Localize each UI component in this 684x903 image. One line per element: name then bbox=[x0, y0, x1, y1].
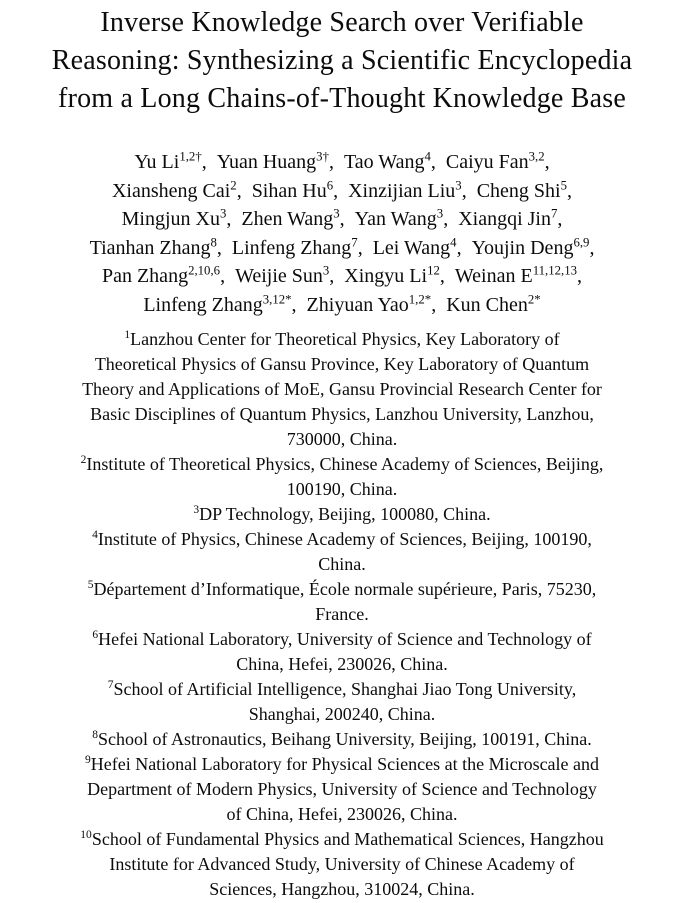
author-name: Linfeng Zhang$^7$, bbox=[231, 234, 363, 259]
author-name: Lei Wang$^4$, bbox=[372, 234, 462, 259]
affiliation-superscript: 10 bbox=[80, 829, 92, 841]
author-superscript: 12 bbox=[427, 263, 440, 278]
affiliation-item: $^9$Hefei National Laboratory for Physical Sciences at the Microscale and Department of Modern Physics, University of Science and Technology of China, Hefei, 230026, China. bbox=[84, 754, 600, 824]
author-name: Weinan E$^{11,12,13}$, bbox=[454, 263, 583, 287]
author-superscript: 3 bbox=[436, 206, 444, 221]
author-name: Pan Zhang$^{2,10,6}$, bbox=[101, 263, 226, 287]
author-superscript: 4 bbox=[424, 149, 431, 164]
author-superscript: 1,2† bbox=[179, 149, 202, 164]
author-name: Yan Wang$^3$, bbox=[354, 206, 449, 230]
author-name: Zhiyuan Yao$^{1,2*}$, bbox=[306, 291, 437, 316]
author-superscript: 2 bbox=[230, 177, 237, 192]
affiliation-item: $^2$Institute of Theoretical Physics, Chinese Academy of Sciences, Beijing, 100190, China. bbox=[80, 454, 604, 499]
affiliation-item: $^5$Département d’Informatique, École normale supérieure, Paris, 75230, France. bbox=[87, 579, 597, 624]
affiliation-superscript: 4 bbox=[92, 529, 98, 541]
author-name: Xingyu Li$^{12}$, bbox=[344, 263, 445, 287]
author-superscript: 8 bbox=[210, 234, 217, 249]
affiliation-item: $^6$Hefei National Laboratory, University of Science and Technology of China, Hefei, 230026, China. bbox=[92, 629, 592, 674]
author-name: Cheng Shi$^5$, bbox=[476, 177, 573, 202]
author-name: Weijie Sun$^3$, bbox=[235, 263, 335, 287]
authors-line bbox=[0, 262, 684, 291]
author-superscript: 3 bbox=[322, 263, 330, 278]
author-superscript: 3 bbox=[219, 206, 227, 221]
affiliation-superscript: 9 bbox=[84, 754, 91, 766]
author-name: Xinzijian Liu$^3$, bbox=[348, 177, 467, 202]
author-name: Tao Wang$^4$, bbox=[343, 149, 436, 173]
authors-line bbox=[0, 234, 684, 263]
affiliation-superscript: 1 bbox=[124, 329, 131, 341]
author-superscript: 1,2* bbox=[408, 291, 432, 306]
authors-line bbox=[0, 291, 684, 320]
author-superscript: 4 bbox=[450, 234, 457, 249]
affiliations-block bbox=[0, 327, 684, 902]
author-superscript: 2* bbox=[527, 291, 541, 306]
author-superscript: 3 bbox=[455, 177, 462, 192]
author-superscript: 5 bbox=[560, 177, 568, 192]
author-superscript: 11,12,13 bbox=[532, 263, 578, 278]
author-name: Xiangqi Jin$^7$, bbox=[458, 206, 563, 230]
author-name: Sihan Hu$^6$, bbox=[251, 177, 339, 202]
affiliation-item: $^3$DP Technology, Beijing, 100080, China. bbox=[193, 504, 491, 524]
author-superscript: 3,2 bbox=[528, 149, 545, 164]
affiliation-superscript: 3 bbox=[193, 504, 200, 516]
affiliation-superscript: 2 bbox=[80, 454, 87, 466]
author-name: Linfeng Zhang$^{3,12*}$, bbox=[143, 291, 297, 316]
affiliation-item: $^8$School of Astronautics, Beihang University, Beijing, 100191, China. bbox=[92, 729, 592, 749]
author-name: Youjin Deng$^{6,9}$, bbox=[471, 234, 595, 259]
authors-line bbox=[0, 148, 684, 177]
affiliation-superscript: 7 bbox=[107, 679, 114, 691]
authors-line bbox=[0, 205, 684, 234]
author-name: Caiyu Fan$^{3,2}$, bbox=[445, 149, 550, 173]
author-superscript: 7 bbox=[351, 234, 358, 249]
author-name: Kun Chen$^{2*}$ bbox=[446, 291, 541, 316]
author-superscript: 2,10,6 bbox=[188, 263, 221, 278]
author-superscript: 3 bbox=[333, 206, 340, 221]
author-name: Mingjun Xu$^3$, bbox=[121, 206, 232, 230]
title-line: Inverse Knowledge Search over Verifiable bbox=[100, 7, 584, 38]
affiliation-item: $^7$School of Artificial Intelligence, Shanghai Jiao Tong University, Shanghai, 200240, China. bbox=[107, 679, 577, 724]
author-name: Yuan Huang$^{3\dagger}$, bbox=[216, 149, 334, 173]
title-line: from a Long Chains-of-Thought Knowledge Base bbox=[58, 83, 626, 114]
author-superscript: 6,9 bbox=[573, 234, 590, 249]
author-name: Xiansheng Cai$^2$, bbox=[111, 177, 242, 202]
author-superscript: 7 bbox=[550, 206, 558, 221]
affiliation-superscript: 6 bbox=[92, 629, 99, 641]
affiliation-item: $^{10}$School of Fundamental Physics and Mathematical Sciences, Hangzhou Institute for Advanced Study, University of Chinese Academy of Sciences, Hangzhou, 310024, China. bbox=[80, 829, 604, 899]
author-superscript: 6 bbox=[326, 177, 334, 192]
affiliation-item: $^4$Institute of Physics, Chinese Academy of Sciences, Beijing, 100190, China. bbox=[92, 529, 592, 574]
authors-line bbox=[0, 177, 684, 206]
author-name: Yu $Li^{1,2\dagger}$, bbox=[134, 149, 207, 173]
affiliation-item: $^1$Lanzhou Center for Theoretical Physics, Key Laboratory of Theoretical Physics of Gansu Province, Key Laboratory of Quantum Theory and Applications of MoE, Gansu Provincial Research Center for Basic Disciplines of Quantum Physics, Lanzhou University, Lanzhou, 730000, China. bbox=[82, 329, 602, 449]
author-superscript: 3† bbox=[316, 149, 329, 164]
title-block bbox=[0, 0, 684, 118]
affiliation-superscript: 5 bbox=[87, 579, 94, 591]
title-line: Reasoning: Synthesizing a Scientific Encyclopedia bbox=[51, 45, 633, 76]
author-superscript: 3,12* bbox=[262, 291, 292, 306]
affiliation-superscript: 8 bbox=[92, 729, 98, 741]
authors-block bbox=[0, 148, 684, 319]
author-name: Zhen Wang$^3$, bbox=[241, 206, 345, 230]
author-name: Tianhan Zhang$^8$, bbox=[89, 234, 222, 259]
